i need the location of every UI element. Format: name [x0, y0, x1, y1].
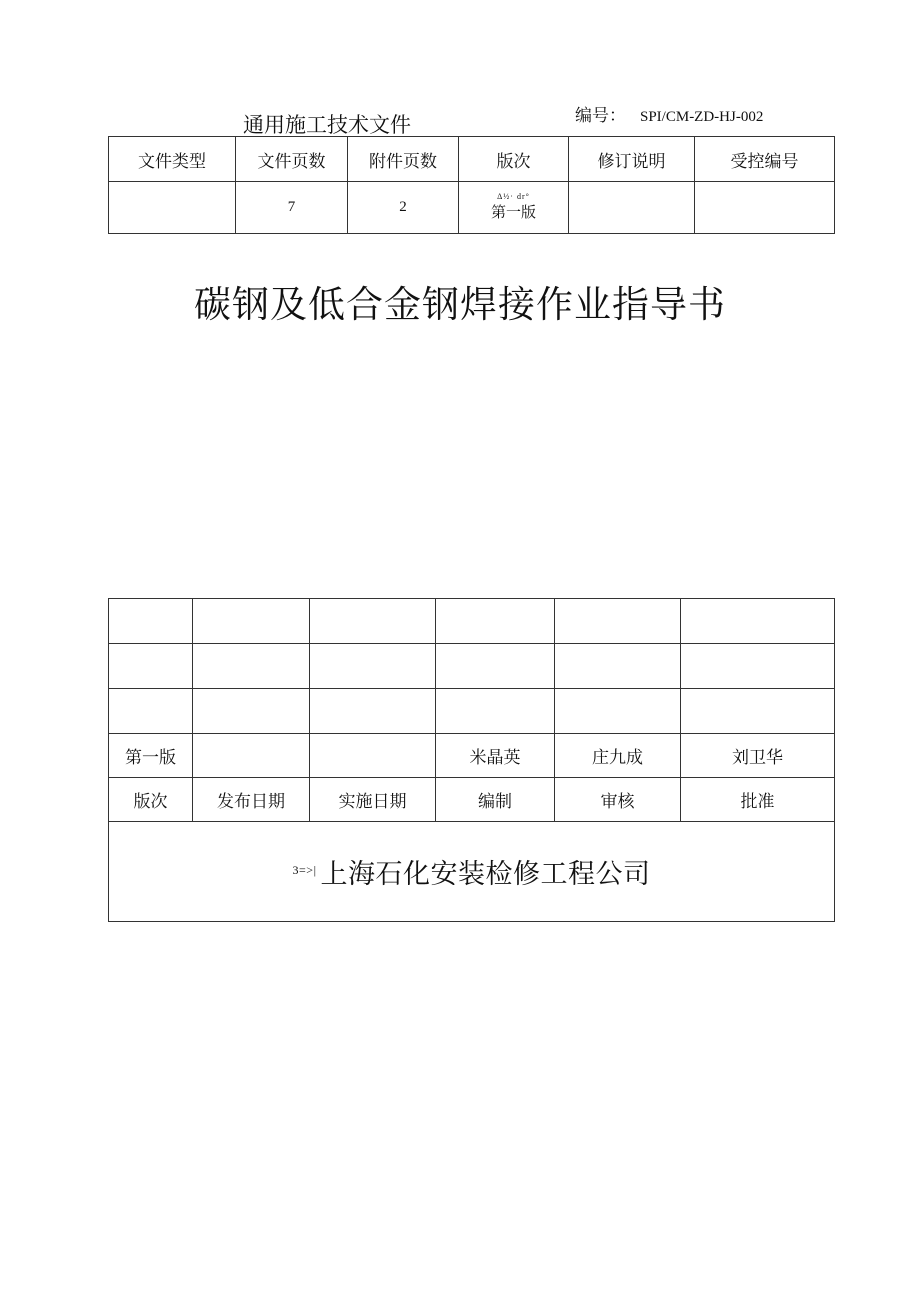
document-main-title: 碳钢及低合金钢焊接作业指导书	[194, 283, 726, 326]
label-version: 版次	[109, 778, 193, 822]
info-header-row	[109, 137, 835, 182]
header-version: 版次	[459, 137, 569, 182]
label-prepared-by: 编制	[436, 778, 555, 822]
approval-data-row	[109, 734, 835, 778]
prepared-by-value: 米晶英	[436, 734, 555, 778]
header-control-number: 受控编号	[695, 137, 835, 182]
info-value-row	[109, 182, 835, 234]
approval-blank-row	[109, 599, 835, 644]
document-number-value: SPI/CM-ZD-HJ-002	[640, 109, 764, 125]
doc-pages-value: 7	[236, 182, 348, 234]
document-number	[575, 101, 763, 126]
approval-blank-row	[109, 644, 835, 689]
revision-note-value	[569, 182, 695, 234]
header-doc-pages: 文件页数	[236, 137, 348, 182]
approval-version-value: 第一版	[109, 734, 193, 778]
approval-table	[108, 598, 835, 922]
document-info-table	[108, 136, 835, 234]
reviewed-by-value: 庄九成	[555, 734, 681, 778]
header-attachment-pages: 附件页数	[348, 137, 459, 182]
approval-blank-row	[109, 689, 835, 734]
company-cell	[109, 822, 835, 922]
version-garbled-text: Δ½· dr°	[497, 191, 530, 201]
label-effective-date: 实施日期	[310, 778, 436, 822]
attachment-pages-value: 2	[348, 182, 459, 234]
document-number-label: 编号：	[575, 106, 626, 126]
header-revision-note: 修订说明	[569, 137, 695, 182]
header-doc-type: 文件类型	[109, 137, 236, 182]
release-date-value	[193, 734, 310, 778]
approved-by-value: 刘卫华	[681, 734, 835, 778]
label-reviewed-by: 审核	[555, 778, 681, 822]
label-approved-by: 批准	[681, 778, 835, 822]
doc-type-value	[109, 182, 236, 234]
version-value: 第一版	[490, 202, 536, 221]
document-category-title: 通用施工技术文件	[243, 113, 411, 137]
approval-label-row	[109, 778, 835, 822]
company-name: 上海石化安装检修工程公司	[320, 859, 651, 890]
label-release-date: 发布日期	[193, 778, 310, 822]
company-row	[109, 822, 835, 922]
version-cell	[459, 182, 569, 234]
effective-date-value	[310, 734, 436, 778]
control-number-value	[695, 182, 835, 234]
company-prefix-mark: 3=>|	[292, 863, 317, 877]
